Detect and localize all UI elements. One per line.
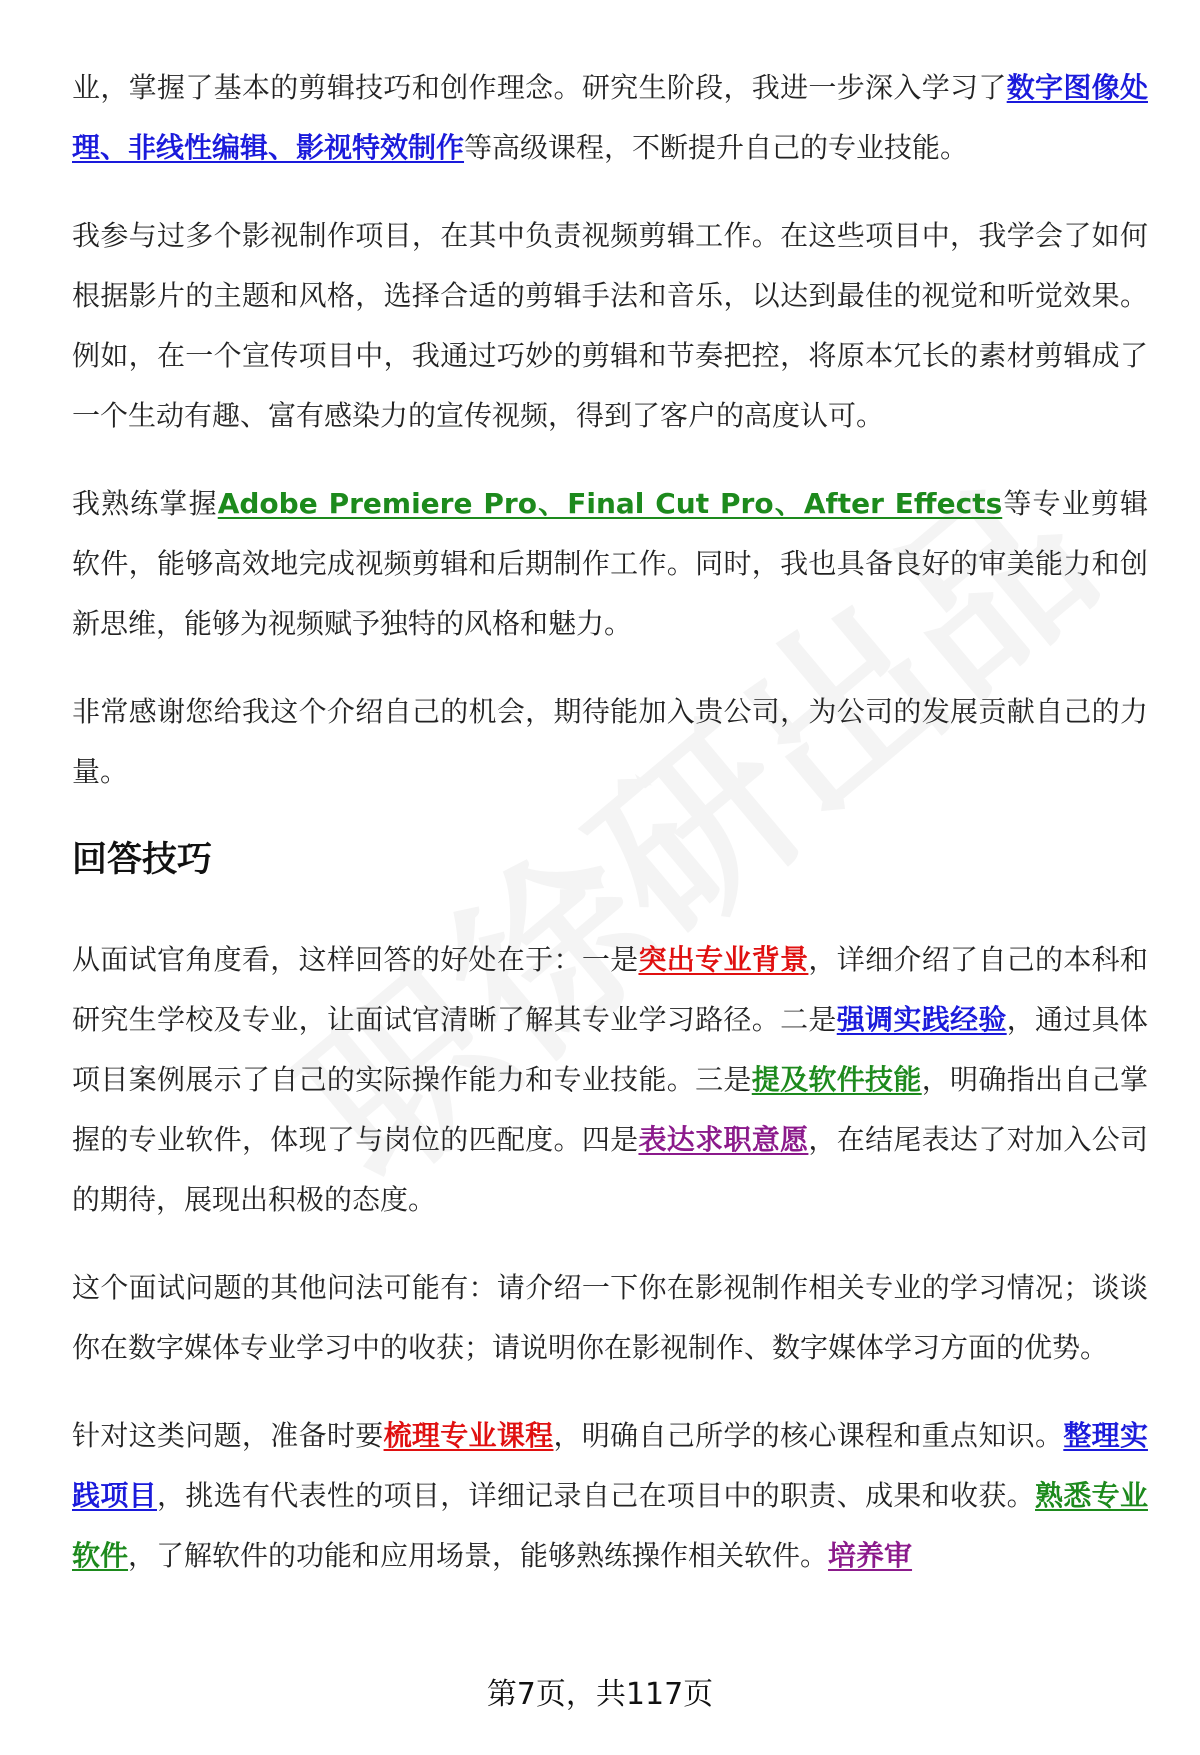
highlight-courses: 数字图像处理、非线性编辑、影视特效制作 xyxy=(72,71,1148,164)
paragraph-software xyxy=(72,474,1148,654)
highlight-projects-review: 整理实践项目 xyxy=(72,1419,1148,1512)
highlight-intent: 表达求职意愿 xyxy=(638,1123,809,1156)
paragraph-text: 等专业剪辑软件，能够高效地完成视频剪辑和后期制作工作。同时，我也具备良好的审美能力和创新思维，能够为视频赋予独特的风格和魅力。 xyxy=(72,487,1148,640)
paragraph-text: 等高级课程，不断提升自己的专业技能。 xyxy=(464,131,969,164)
document-page xyxy=(72,58,1148,1614)
paragraph-text: ，在结尾表达了对加入公司的期待，展现出积极的态度。 xyxy=(72,1123,1148,1216)
paragraph-text: ，挑选有代表性的项目，详细记录自己在项目中的职责、成果和收获。 xyxy=(156,1479,1036,1512)
highlight-software-review: 熟悉专业软件 xyxy=(72,1479,1148,1572)
paragraph-text: ，明确指出自己掌握的专业软件，体现了与岗位的匹配度。四是 xyxy=(72,1063,1148,1156)
paragraph-analysis xyxy=(72,930,1148,1230)
highlight-practice: 强调实践经验 xyxy=(836,1003,1007,1036)
paragraph-text: ，了解软件的功能和应用场景，能够熟练操作相关软件。 xyxy=(128,1539,829,1572)
highlight-skills: 提及软件技能 xyxy=(751,1063,922,1096)
paragraph-text: ，明确自己所学的核心课程和重点知识。 xyxy=(553,1419,1064,1452)
page-number: 第7页，共117页 xyxy=(486,1677,714,1712)
highlight-aesthetics: 培养审 xyxy=(828,1539,913,1572)
paragraph-text: 从面试官角度看，这样回答的好处在于：一是 xyxy=(72,943,639,976)
section-heading: 回答技巧 xyxy=(72,840,213,880)
paragraph-preparation xyxy=(72,1406,1148,1586)
paragraph-education xyxy=(72,58,1148,178)
paragraph-variants: 这个面试问题的其他问法可能有：请介绍一下你在影视制作相关专业的学习情况；谈谈你在数字媒体专业学习中的收获；请说明你在影视制作、数字媒体学习方面的优势。 xyxy=(72,1271,1148,1364)
paragraph-thanks: 非常感谢您给我这个介绍自己的机会，期待能加入贵公司，为公司的发展贡献自己的力量。 xyxy=(72,695,1148,788)
paragraph-text: 业，掌握了基本的剪辑技巧和创作理念。研究生阶段，我进一步深入学习了 xyxy=(72,71,1007,104)
highlight-software: Adobe Premiere Pro、Final Cut Pro、After Effects xyxy=(217,487,1003,520)
paragraph-text: ，通过具体项目案例展示了自己的实际操作能力和专业技能。三是 xyxy=(72,1003,1148,1096)
paragraph-projects: 我参与过多个影视制作项目，在其中负责视频剪辑工作。在这些项目中，我学会了如何根据影片的主题和风格，选择合适的剪辑手法和音乐，以达到最佳的视觉和听觉效果。例如，在一个宣传项目中，我通过巧妙的剪辑和节奏把控，将原本冗长的素材剪辑成了一个生动有趣、富有感染力的宣传视频，得到了客户的高度认可。 xyxy=(72,219,1148,432)
highlight-courses-review: 梳理专业课程 xyxy=(383,1419,554,1452)
paragraph-text: 我熟练掌握 xyxy=(72,487,218,520)
paragraph-text: 针对这类问题，准备时要 xyxy=(72,1419,384,1452)
highlight-background: 突出专业背景 xyxy=(638,943,809,976)
paragraph-text: ，详细介绍了自己的本科和研究生学校及专业，让面试官清晰了解其专业学习路径。二是 xyxy=(72,943,1148,1036)
